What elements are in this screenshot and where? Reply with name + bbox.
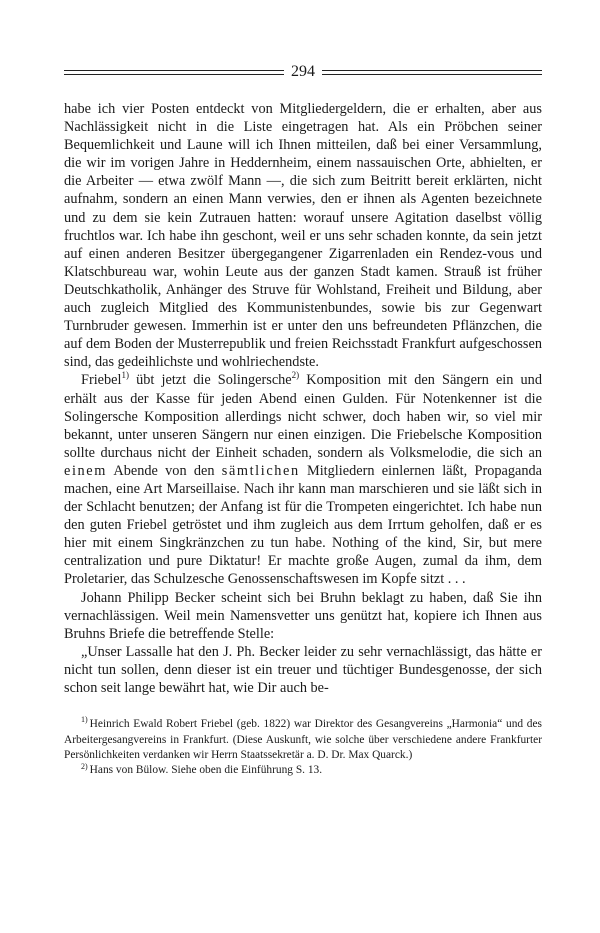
paragraph-4: „Unser Lassalle hat den J. Ph. Becker leider zu sehr vernachlässigt, das hätte er nicht tun sollen, denn dieser ist ein treuer und tüchtiger Bundesgenosse, der sich schon seit lange bewährt hat, wie Dir auch be-	[64, 643, 542, 696]
footnote-1-mark: 1)	[81, 715, 88, 725]
page-number: 294	[291, 63, 315, 80]
footnote-1-text: Heinrich Ewald Robert Friebel (geb. 1822) war Direktor des Gesangvereins „Harmonia“ und des Arbeitergesangvereins in Frankfurt. (Diese Auskunft, wie solche über verschiedene andere Frankfurter Persönlichkeiten verdanken wir Herrn Staatssekretär a. D. Dr. Max Quarck.)	[64, 718, 542, 761]
footnote-2	[64, 763, 542, 778]
header-rule-right	[322, 70, 542, 75]
footnote-2-text: Hans von Bülow. Siehe oben die Einführung S. 13.	[89, 764, 323, 777]
paragraph-2-part-d: Abende von den	[106, 462, 222, 479]
header-rule-left	[64, 70, 284, 75]
footnote-2-mark: 2)	[81, 761, 88, 771]
emphasis-saemtlichen: sämtlichen	[221, 462, 300, 479]
paragraph-2-part-e: Mitgliedern einlernen läßt, Propaganda machen, eine Art Marseillaise. Nach ihr kann man marschieren und sie läßt sich in der Schlacht benutzen; der Anfang ist für die Trompeten eingerichtet. Ich habe nun den guten Friebel getröstet und ihm zugleich aus dem Irrtum geholfen, daß er es hier mit einem Singkränzchen zu tun habe. Nothing of the kind, Sir, but mere centralization und pure Diktatur! Er machte große Augen, zumal da ihm, dem Proletarier, das Schulzesche Genossenschaftswesen im Kopfe sitzt . . .	[64, 462, 542, 588]
paragraph-2-part-c: Komposition mit den Sängern ein und erhält aus der Kasse für jeden Abend einen Gulden. Für Notenkenner ist die Solingersche Komposition allerdings nicht schwer, doch haben wir, so viel mir bekannt, unter unseren Sängern nur einen einzigen. Die Friebelsche Komposition sollte durchaus nicht der Einheit schaden, sondern als Volksmelodie, die sich an	[64, 372, 542, 461]
footnotes	[64, 717, 542, 779]
paragraph-1: habe ich vier Posten entdeckt von Mitgliedergeldern, die er erhalten, aber aus Nachlässigkeit nicht in die Liste eingetragen hat. Als ein Pröbchen seiner Bequemlichkeit und Laune will ich Ihnen mitteilen, daß bei einer Versammlung, die wir im vorigen Jahre in Heddernheim, einem nassauischen Orte, abhielten, er die Arbeiter — etwa zwölf Mann —, die sich zum Beitritt bereit erklärten, nicht aufnahm, sondern an einen Mann verwies, den er ihnen als Agenten bezeichnete und zu dem sie kein Zutrauen hatten: worauf unsere Agitation daselbst völlig fruchtlos war. Ich habe ihn geschont, weil er uns sehr schaden konnte, da sein jetzt auf einen anderen Besitzer übergegangener Zigarrenladen ein Rendez-vous und Klatschbureau war, wohin Leute aus der ganzen Stadt kamen. Strauß ist früher Deutschkatholik, Anhänger des Struve für Wohlstand, Freiheit und Bildung, aber auch zugleich Mitglied des Kommunistenbundes, sowie bis zur Gegenwart Turnbruder gewesen. Immerhin ist er unter den uns befreundeten Pflänzchen, die auf dem Boden der Musterrepublik und freien Reichsstadt Frankfurt aufgeschossen sind, das gedeihlichste und wohlriechendste.	[64, 101, 542, 371]
emphasis-einem: einem	[64, 462, 107, 479]
footnote-1	[64, 717, 542, 763]
footnote-ref-1: 1)	[121, 370, 129, 381]
footnote-ref-2: 2)	[291, 370, 300, 381]
page-header	[64, 60, 542, 84]
paragraph-2	[64, 371, 542, 588]
book-page	[64, 60, 542, 779]
body-text	[64, 100, 542, 697]
paragraph-3: Johann Philipp Becker scheint sich bei Bruhn beklagt zu haben, daß Sie ihn vernachlässigen. Weil mein Namensvetter uns genützt hat, kopiere ich Ihnen aus Bruhns Briefe die betreffende Stelle:	[64, 589, 542, 642]
paragraph-2-part-b: übt jetzt die Solingersche	[129, 372, 292, 389]
paragraph-2-part-a: Friebel	[81, 372, 122, 389]
